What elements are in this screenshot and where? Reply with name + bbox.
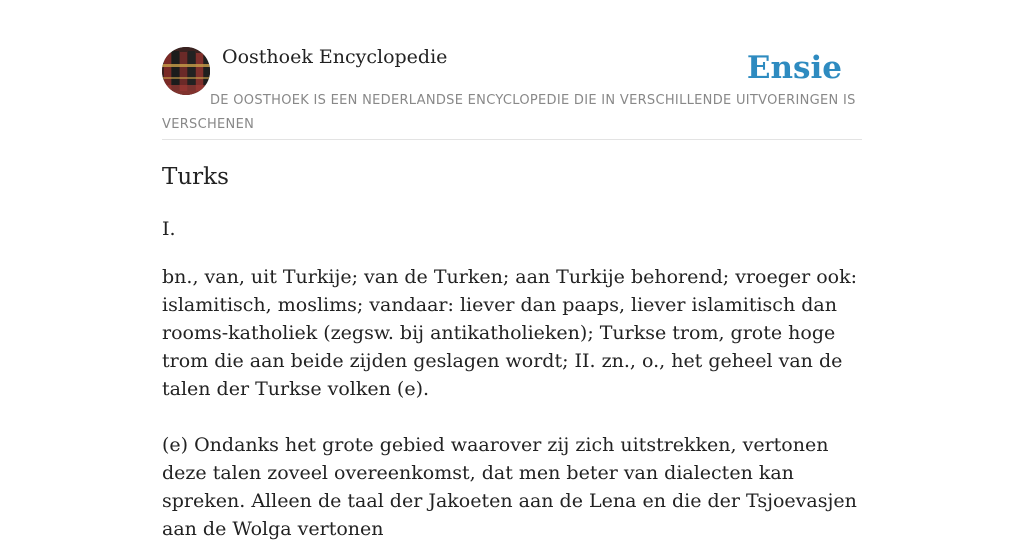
- article-paragraph: (e) Ondanks het grote gebied waarover zij zich uitstrekken, vertonen deze talen zoveel overeenkomst, dat men beter van dialecten kan spreken. Alleen de taal der Jakoeten aan de Lena en die der Tsjoevasjen aan de Wolga vertonen: [162, 434, 857, 540]
- encyclopedia-avatar[interactable]: [162, 47, 210, 95]
- header-divider: [162, 139, 862, 140]
- book-spines-icon: [162, 47, 210, 95]
- site-tagline: DE OOSTHOEK IS EEN NEDERLANDSE ENCYCLOPEDIE DIE IN VERSCHILLENDE UITVOERINGEN IS VERSCHENEN: [162, 93, 856, 132]
- article-paragraph: bn., van, uit Turkije; van de Turken; aan Turkije behorend; vroeger ook: islamitisch, moslims; vandaar: liever dan paaps, liever islamitisch dan rooms-katholiek (zegsw. bij antikatholieken); Turkse trom, grote hoge trom die aan beide zijden geslagen wordt; II. zn., o., het geheel van de talen der Turkse volken (e).: [162, 266, 858, 400]
- site-name[interactable]: Oosthoek Encyclopedie: [222, 46, 448, 68]
- article-title: Turks: [162, 164, 229, 190]
- section-marker: I.: [162, 218, 176, 240]
- ensie-logo-link[interactable]: Ensie: [746, 50, 842, 86]
